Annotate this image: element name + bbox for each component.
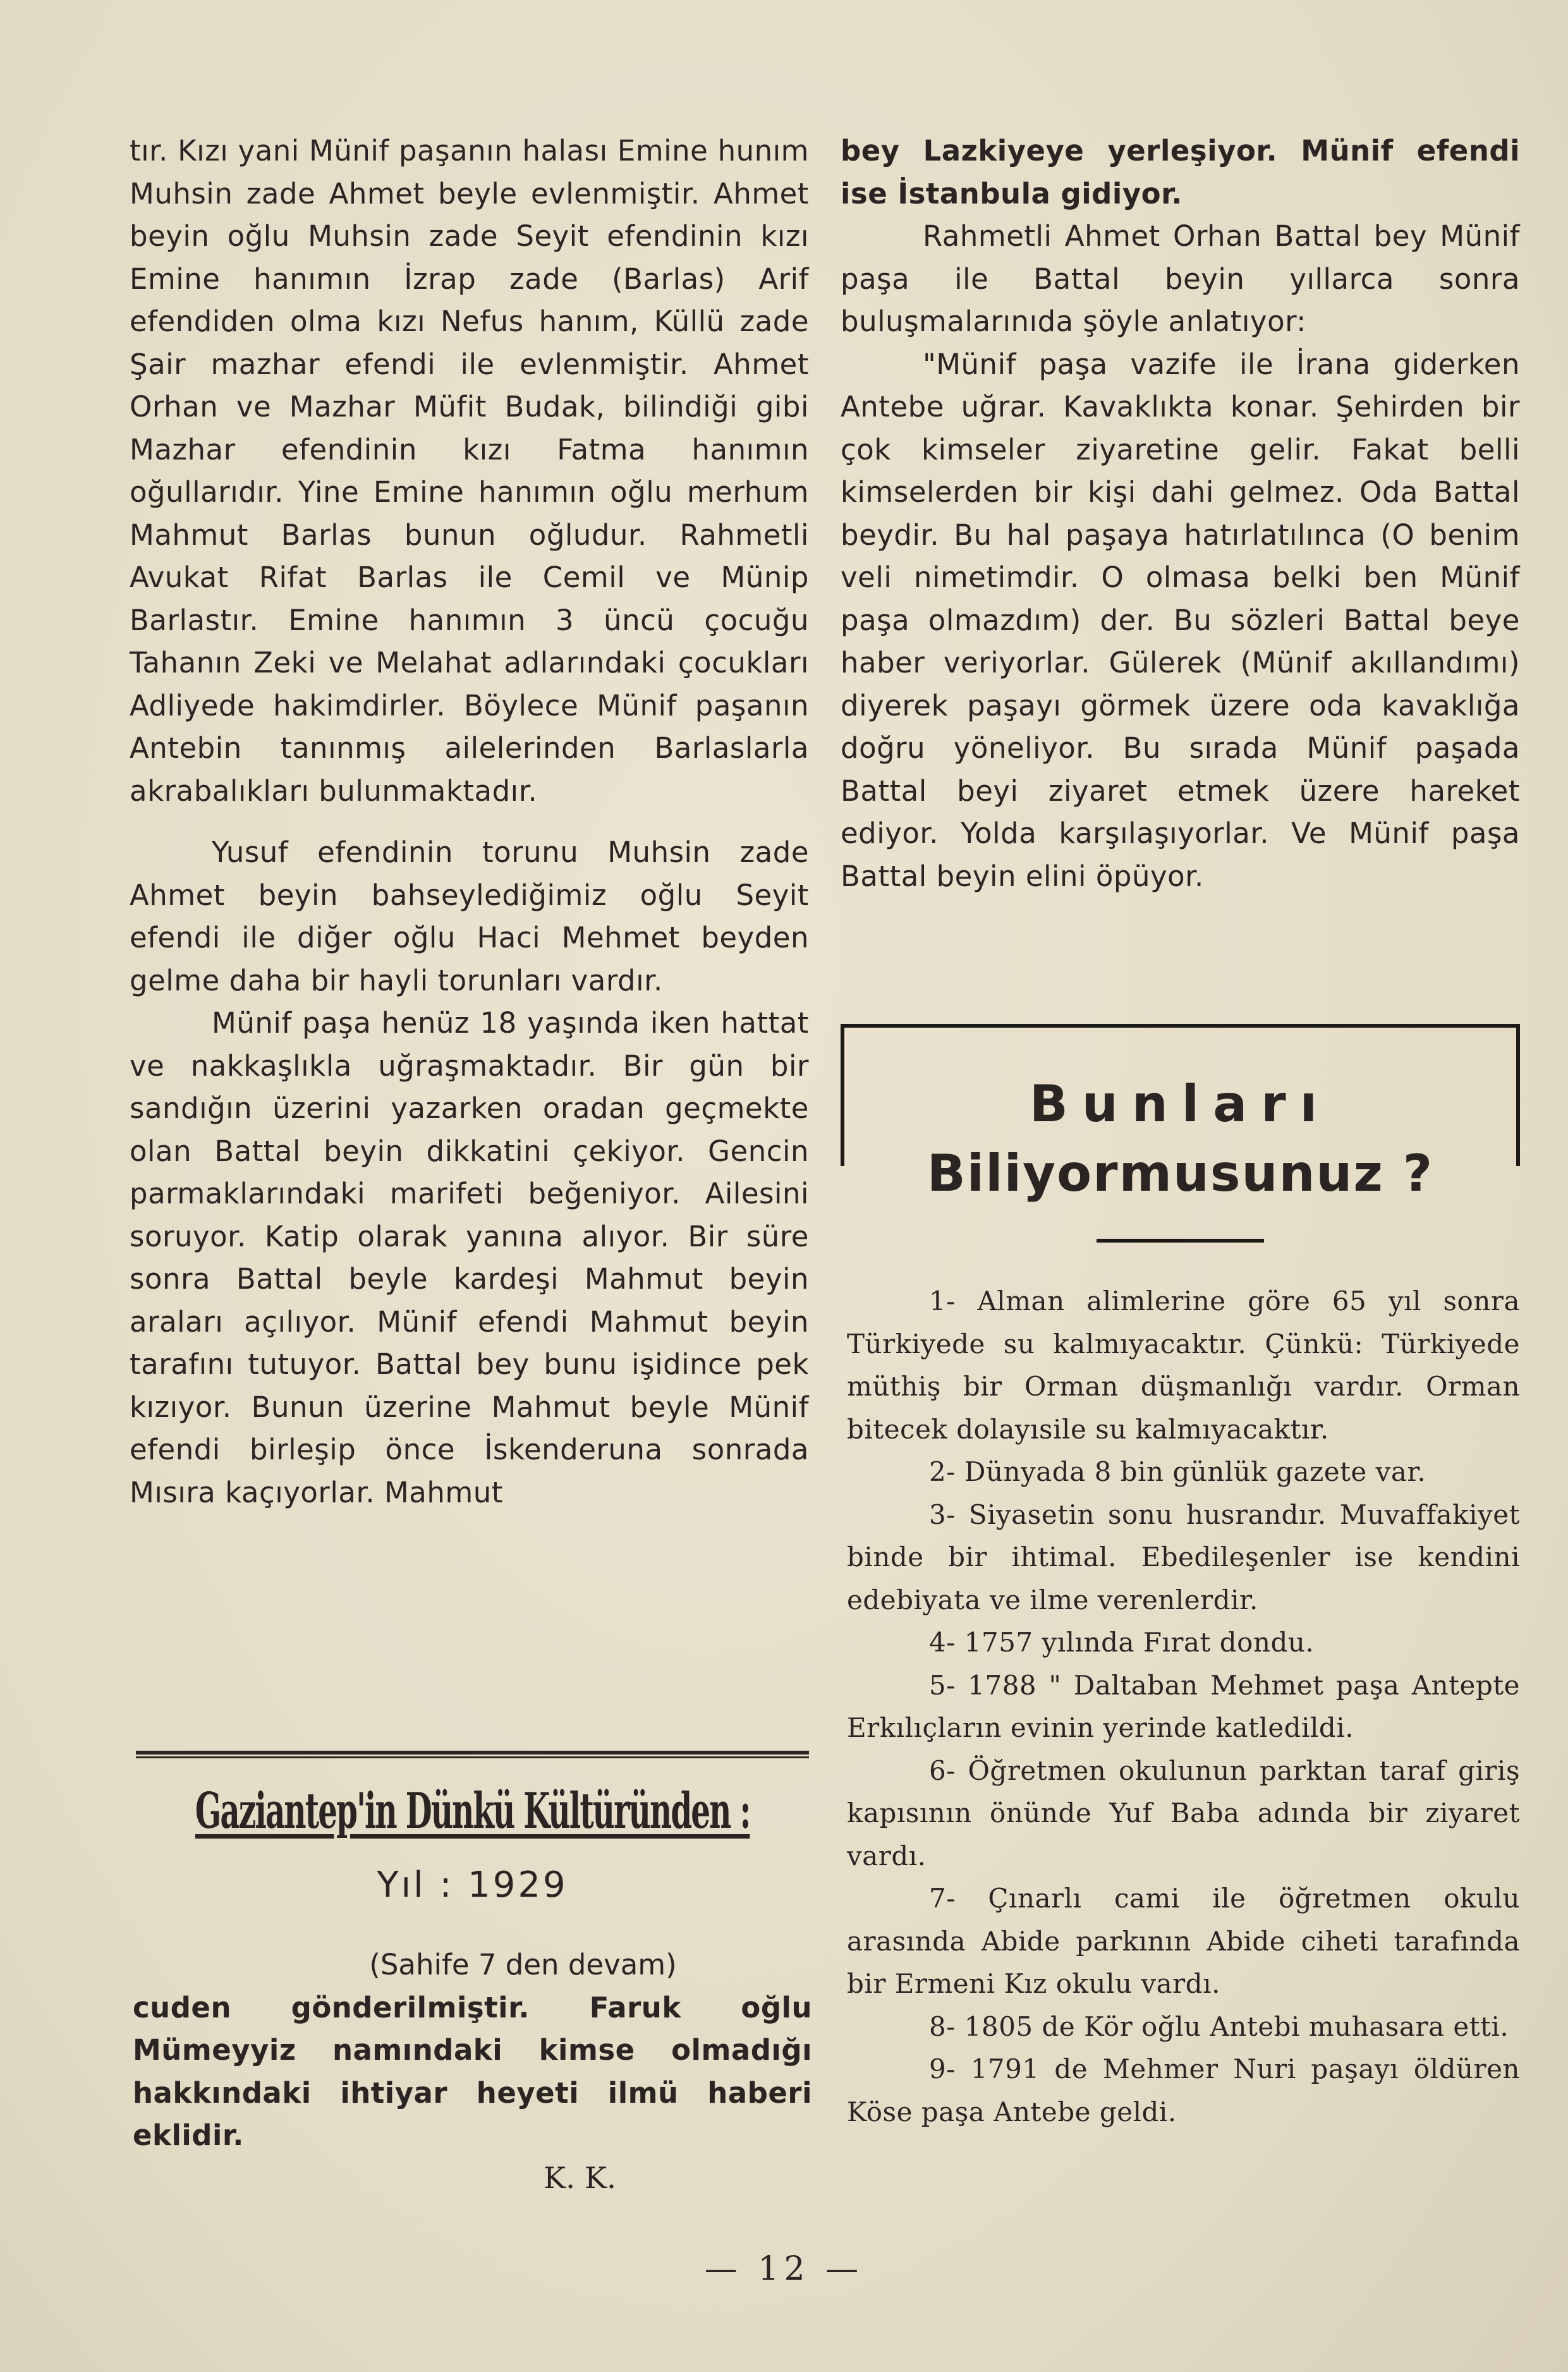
continued-from-note: (Sahife 7 den devam) xyxy=(369,1948,677,1981)
info-box-rule xyxy=(1097,1239,1264,1243)
section-continuation xyxy=(133,1943,812,2199)
info-list xyxy=(847,1280,1520,2133)
left-column xyxy=(130,130,809,1514)
section-heading-text: Gaziantep'in Dünkü Kültüründen : xyxy=(195,1782,750,1840)
section-body: cuden gönderilmiştir. Faruk oğlu Mümeyyiz namındaki kimse olmadığı hakkındaki ihtiyar heyeti ilmü haberi eklidir. xyxy=(133,1990,812,2152)
left-paragraph-2: Yusuf efendinin torunu Muhsin zade Ahmet beyin bahseylediğimiz oğlu Seyit efendi ile diğer oğlu Haci Mehmet beyden gelme daha bir hayli torunları vardır. xyxy=(130,836,809,997)
section-heading xyxy=(136,1770,809,1852)
right-paragraph-2: Rahmetli Ahmet Orhan Battal bey Münif paşa ile Battal beyin yıllarca sonra buluşmalarınıda şöyle anlatıyor: xyxy=(841,219,1520,338)
info-item-3: 3- Siyasetin sonu husrandır. Muvaffakiyet binde bir ihtimal. Ebedileşenler ise kendini edebiyata ve ilme verenlerdir. xyxy=(847,1499,1520,1615)
right-column xyxy=(841,130,1520,897)
left-paragraph-3: Münif paşa henüz 18 yaşında iken hattat ve nakkaşlıkla uğraşmaktadır. Bir gün bir sandığın üzerini yazarken oradan geçmekte olan Battal beyin dikkatini çekiyor. Gencin parmaklarındaki marifeti beğeniyor. Ailesini soruyor. Katip olarak yanına alıyor. Bir süre sonra Battal beyle kardeşi Mahmut beyin araları açılıyor. Münif efendi Mahmut beyin tarafını tutuyor. Battal bey bunu işidince pek kızıyor. Bunun üzerine Mahmut beyle Münif efendi birleşip önce İskenderuna sonrada Mısıra kaçıyorlar. Mahmut xyxy=(130,1006,809,1509)
info-item-4: 4- 1757 yılında Fırat dondu. xyxy=(929,1627,1315,1658)
info-item-5: 5- 1788 " Daltaban Mehmet paşa Antepte Erkılıçların evinin yerinde katledildi. xyxy=(847,1669,1520,1743)
section-divider xyxy=(136,1751,809,1758)
info-item-6: 6- Öğretmen okulunun parktan taraf giriş kapısının önünde Yuf Baba adında bir ziyaret vardı. xyxy=(847,1755,1520,1871)
info-item-9: 9- 1791 de Mehmer Nuri paşayı öldüren Köse paşa Antebe geldi. xyxy=(847,2053,1520,2127)
page-number: — 12 — xyxy=(704,2250,864,2288)
section-signature: K. K. xyxy=(543,2160,616,2196)
right-paragraph-1: bey Lazkiyeye yerleşiyor. Münif efendi ise İstanbula gidiyor. xyxy=(841,134,1520,210)
info-item-7: 7- Çınarlı cami ile öğretmen okulu arasında Abide parkının Abide ciheti tarafında bir Ermeni Kız okulu vardı. xyxy=(847,1883,1520,1999)
info-box-title-line-2: Biliyormusunuz ? xyxy=(927,1144,1434,1203)
right-paragraph-3: "Münif paşa vazife ile İrana giderken Antebe uğrar. Kavaklıkta konar. Şehirden bir çok kimseler ziyaretine gelir. Fakat belli kimselerden bir kişi dahi gelmez. Oda Battal beydir. Bu hal paşaya hatırlatılınca (O benim veli nimetimdir. O olmasa belki ben Münif paşa olmazdım) der. Bu sözleri Battal beye haber veriyorlar. Gülerek (Münif akıllandımı) diyerek paşayı görmek üzere oda kavaklığa doğru yöneliyor. Bu sırada Münif paşada Battal beyi ziyaret etmek üzere hareket ediyor. Yolda karşılaşıyorlar. Ve Münif paşa Battal beyin elini öpüyor. xyxy=(841,347,1520,893)
info-item-2: 2- Dünyada 8 bin günlük gazete var. xyxy=(929,1456,1426,1487)
info-item-1: 1- Alman alimlerine göre 65 yıl sonra Türkiyede su kalmıyacaktır. Çünkü: Türkiyede müthiş bir Orman düşmanlığı vardır. Orman bitecek dolayısile su kalmıyacaktır. xyxy=(847,1286,1520,1445)
info-item-8: 8- 1805 de Kör oğlu Antebi muhasara etti. xyxy=(929,2010,1509,2042)
info-box-title-line-1: Bunları xyxy=(1029,1074,1332,1133)
left-paragraph-1: tır. Kızı yani Münif paşanın halası Emine hunım Muhsin zade Ahmet beyle evlenmiştir. Ahmet beyin oğlu Muhsin zade Seyit efendinin kızı Emine hanımın İzrap zade (Barlas) Arif efendiden olma kızı Nefus hanım, Küllü zade Şair mazhar efendi ile evlenmiştir. Ahmet Orhan ve Mazhar Müfit Budak, bilindiği gibi Mazhar efendinin kızı Fatma hanımın oğullarıdır. Yine Emine hanımın oğlu merhum Mahmut Barlas bunun oğludur. Rahmetli Avukat Rifat Barlas ile Cemil ve Münip Barlastır. Emine hanımın 3 üncü çocuğu Tahanın Zeki ve Melahat adlarındaki çocukları Adliyede hakimdirler. Böylece Münif paşanın Antebin tanınmış ailelerinden Barlaslarla akrabalıkları bulunmaktadır. xyxy=(130,134,809,808)
section-year: Yıl : 1929 xyxy=(377,1864,568,1906)
